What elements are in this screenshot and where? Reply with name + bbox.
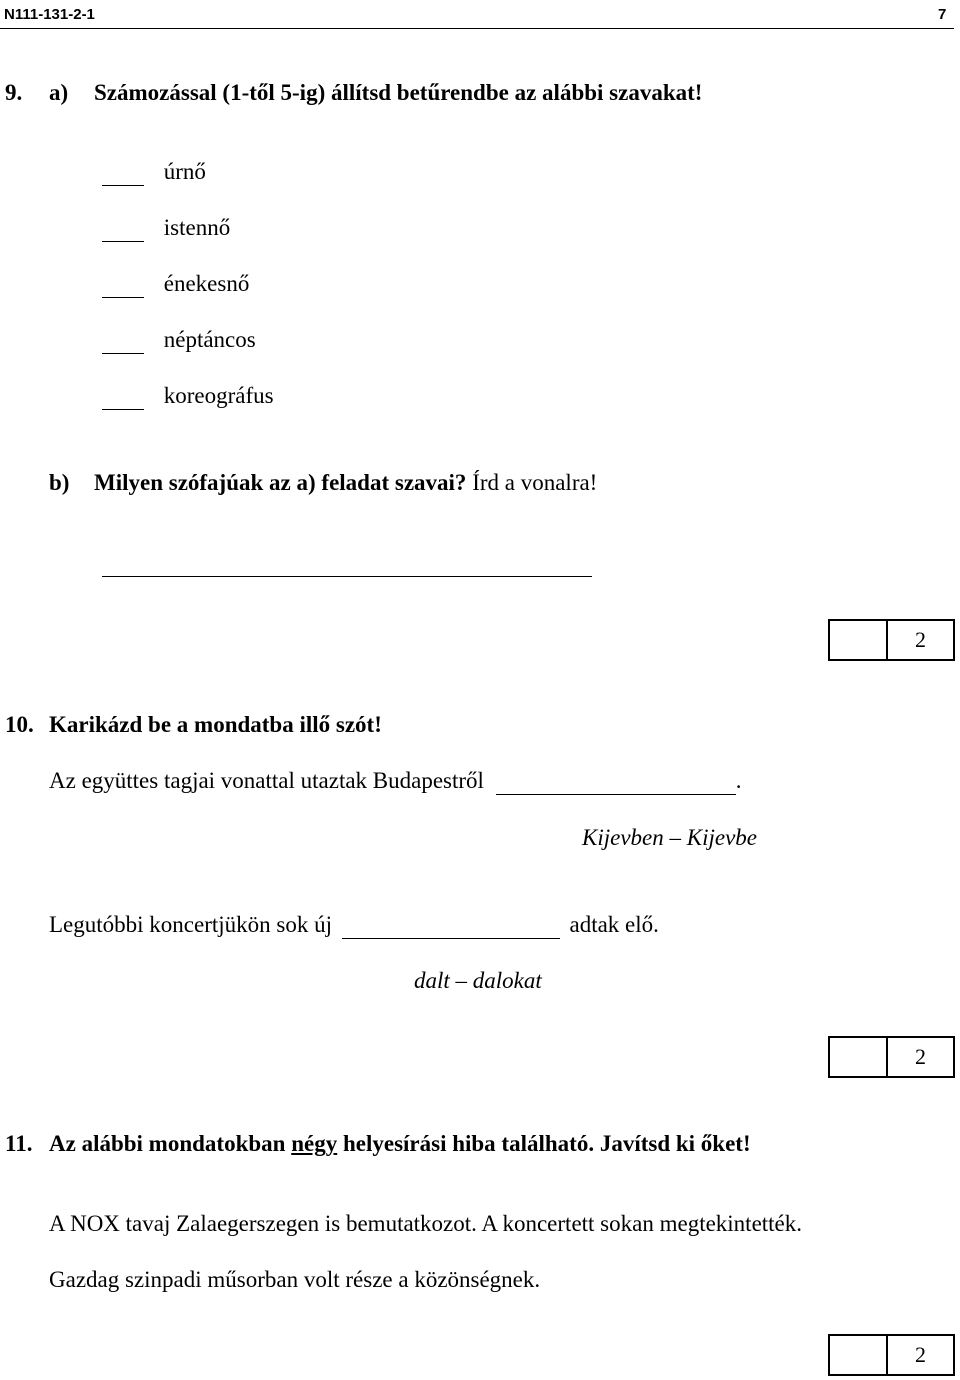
- score-entry-cell[interactable]: [830, 621, 888, 659]
- max-points: 2: [915, 1342, 926, 1367]
- score-box-q10: [828, 1036, 955, 1078]
- q11-instruction: Az alábbi mondatokban négy helyesírási hiba található. Javítsd ki őket!: [49, 1131, 751, 1156]
- number-blank[interactable]: [102, 159, 144, 186]
- q10-sentence-1: Az együttes tagjai vonattal utaztak Budapestről .: [49, 768, 742, 793]
- q10-number: 10.: [5, 712, 34, 737]
- page-number: 7: [938, 6, 947, 23]
- q9-number: 9.: [5, 80, 23, 105]
- number-blank[interactable]: [102, 215, 144, 242]
- q9b-instruction: Milyen szófajúak az a) feladat szavai? Írd a vonalra!: [94, 470, 598, 495]
- score-box-q9: [828, 619, 955, 661]
- score-entry-cell[interactable]: [830, 1336, 888, 1374]
- q9a-label: a): [49, 80, 69, 105]
- number-blank[interactable]: [102, 327, 144, 354]
- q11-text-line-1: A NOX tavaj Zalaegerszegen is bemutatkozot. A koncertett sokan megtekintették.: [49, 1211, 803, 1236]
- word-item: istennő: [102, 215, 230, 242]
- number-blank[interactable]: [102, 383, 144, 410]
- q10-instruction: Karikázd be a mondatba illő szót!: [49, 712, 382, 737]
- q10-sentence-2: Legutóbbi koncertjükön sok új adtak elő.: [49, 912, 659, 937]
- number-blank[interactable]: [102, 271, 144, 298]
- q10-options-2[interactable]: dalt – dalokat: [414, 968, 542, 993]
- q10-options-1[interactable]: Kijevben – Kijevbe: [582, 825, 757, 850]
- word-item: néptáncos: [102, 327, 256, 354]
- q11-text-line-2: Gazdag szinpadi műsorban volt része a közönségnek.: [49, 1267, 541, 1292]
- word-item: úrnő: [102, 159, 206, 186]
- max-points: 2: [915, 627, 926, 652]
- answer-line[interactable]: [102, 576, 592, 577]
- q11-number: 11.: [5, 1131, 33, 1156]
- score-box-q11: [828, 1334, 955, 1376]
- gap-blank[interactable]: [496, 768, 736, 795]
- score-entry-cell[interactable]: [830, 1038, 888, 1076]
- word-item: énekesnő: [102, 271, 249, 298]
- word-item: koreográfus: [102, 383, 274, 410]
- q9a-instruction: Számozással (1-től 5-ig) állítsd betűrendbe az alábbi szavakat!: [94, 80, 703, 105]
- document-code: N111-131-2-1: [4, 6, 95, 23]
- q9b-label: b): [49, 470, 70, 495]
- max-points: 2: [915, 1044, 926, 1069]
- header-rule: [0, 28, 954, 29]
- gap-blank[interactable]: [342, 912, 560, 939]
